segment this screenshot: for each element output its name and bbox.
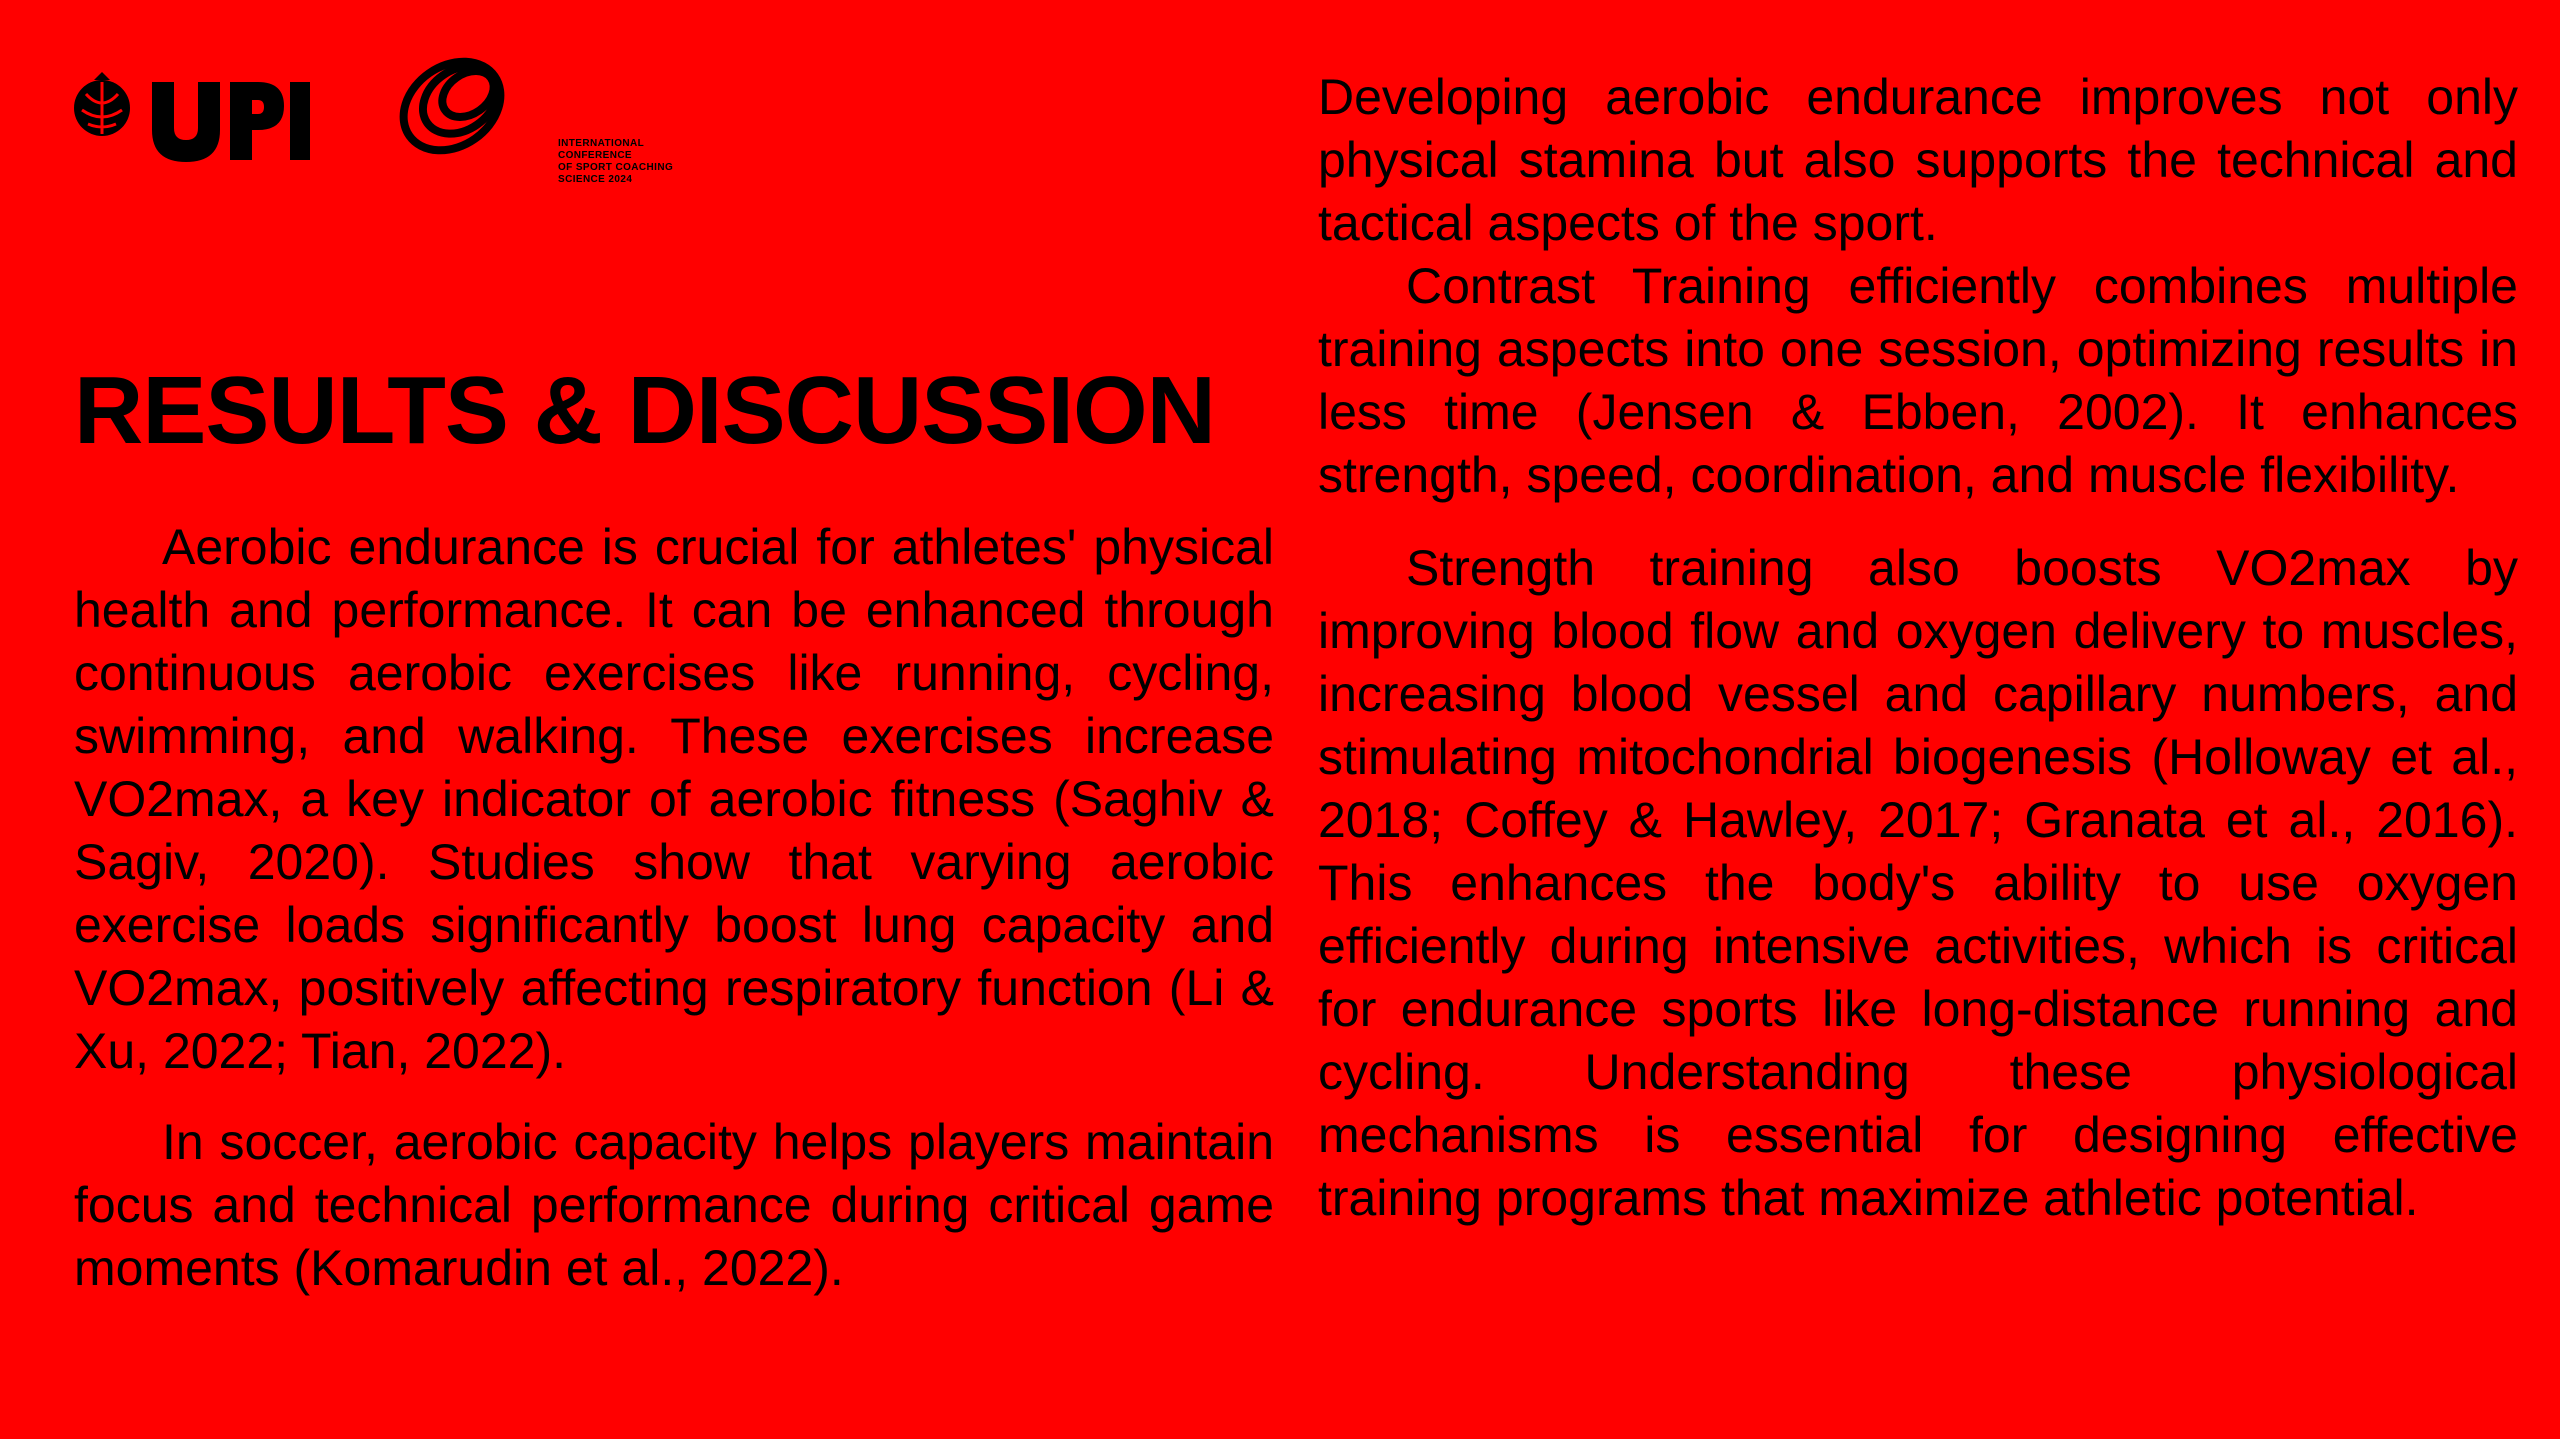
conference-name-line-1: INTERNATIONAL CONFERENCE bbox=[558, 138, 644, 161]
upi-logo bbox=[72, 60, 312, 170]
left-column bbox=[74, 516, 1274, 1300]
paragraph-aerobic-endurance: Aerobic endurance is crucial for athletes' physical health and performance. It can be enhanced through continuous aerobic exercises like running, cycling, swimming, and walking. These exercises increase VO2max, a key indicator of aerobic fitness (Saghiv & Sagiv, 2020). Studies show that varying aerobic exercise loads significantly boost lung capacity and VO2max, positively affecting respiratory function (Li & Xu, 2022; Tian, 2022). bbox=[74, 519, 1274, 1079]
conference-name bbox=[558, 138, 698, 186]
conference-name-line-3: SCIENCE 2024 bbox=[558, 174, 633, 185]
conference-name-line-2: OF SPORT COACHING bbox=[558, 162, 674, 173]
paragraph-contrast-training: Contrast Training efficiently combines multiple training aspects into one session, optimizing results in less time (Jensen & Ebben, 2002). It enhances strength, speed, coordination, and muscle flexibility. bbox=[1318, 258, 2518, 503]
paragraph-strength-training: Strength training also boosts VO2max by improving blood flow and oxygen delivery to muscles, increasing blood vessel and capillary numbers, and stimulating mitochondrial biogenesis (Holloway et al., 2018; Coffey & Hawley, 2017; Granata et al., 2016). This enhances the body's ability to use oxygen efficiently during intensive activities, which is critical for endurance sports like long-distance running and cycling. Understanding these physiological mechanisms is essential for designing effective training programs that maximize athletic potential. bbox=[1318, 540, 2518, 1226]
conference-logo bbox=[390, 50, 690, 200]
right-column bbox=[1318, 66, 2518, 1230]
conference-rings-icon bbox=[390, 50, 540, 160]
upi-emblem-icon bbox=[74, 72, 130, 136]
paragraph-aerobic-development: Developing aerobic endurance improves not only physical stamina but also supports the technical and tactical aspects of the sport. bbox=[1318, 69, 2518, 251]
logo-bar bbox=[72, 50, 712, 200]
section-title: RESULTS & DISCUSSION bbox=[74, 357, 1215, 464]
paragraph-soccer: In soccer, aerobic capacity helps players maintain focus and technical performance during critical game moments (Komarudin et al., 2022). bbox=[74, 1114, 1274, 1296]
upi-wordmark bbox=[152, 82, 310, 162]
